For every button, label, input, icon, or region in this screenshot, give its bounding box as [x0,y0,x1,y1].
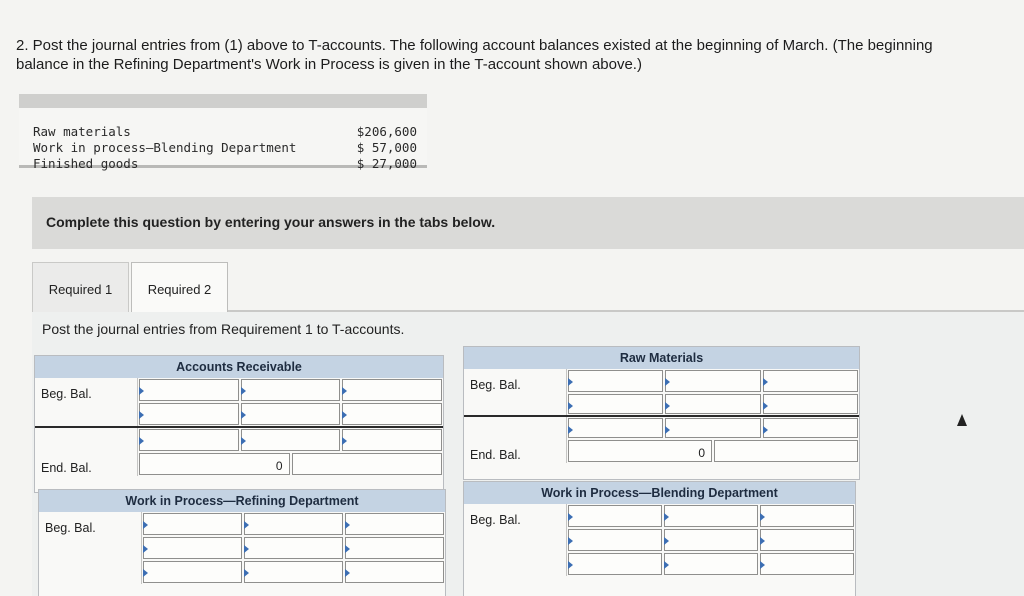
taccount-row [464,393,859,415]
taccount-row [464,552,855,576]
credit-input[interactable] [760,553,854,575]
debit-input[interactable] [568,529,662,551]
balance-row-wip-blending [33,140,417,156]
beg-bal-label: Beg. Bal. [464,504,567,528]
beginning-balances-table [19,94,427,171]
debit-amount-input[interactable] [664,505,758,527]
end-balance-value: 0 [698,446,705,460]
balance-amount: $ 27,000 [356,156,417,171]
credit-input[interactable] [342,429,442,451]
taccount-title: Accounts Receivable [35,356,443,378]
taccount-title: Work in Process—Blending Department [464,482,855,504]
row-label [39,560,142,584]
credit-input[interactable] [760,505,854,527]
row-label [464,417,567,439]
balance-amount: $206,600 [356,124,417,139]
tab-required-2[interactable]: Required 2 [131,262,228,312]
credit-input[interactable] [345,561,444,583]
mouse-cursor-icon [957,414,967,426]
debit-amount-input[interactable] [244,513,343,535]
taccount-row [464,504,855,528]
taccount-row [464,369,859,393]
taccount-wip-refining [38,489,446,596]
debit-input[interactable] [568,370,663,392]
beg-bal-label: Beg. Bal. [464,369,567,393]
balance-name: Work in process–Blending Department [33,140,297,155]
beg-bal-label: Beg. Bal. [39,512,142,536]
taccount-wip-blending [463,481,856,596]
debit-input[interactable] [568,553,662,575]
end-balance-credit [292,453,443,475]
row-label [35,428,138,452]
taccount-accounts-receivable [34,355,444,493]
taccount-row [35,402,443,426]
instructions-banner [32,197,1024,249]
taccount-title: Raw Materials [464,347,859,369]
credit-input[interactable] [760,529,854,551]
debit-amount-input[interactable] [241,403,341,425]
debit-amount-input[interactable] [665,394,760,414]
debit-input[interactable] [568,505,662,527]
row-label [464,528,567,552]
credit-input[interactable] [342,379,442,401]
credit-input[interactable] [345,537,444,559]
debit-input[interactable] [139,429,239,451]
debit-amount-input[interactable] [664,553,758,575]
debit-amount-input[interactable] [665,418,760,438]
credit-input[interactable] [342,403,442,425]
credit-input[interactable] [763,370,858,392]
taccount-end-row [35,452,443,476]
row-label [464,393,567,415]
debit-input[interactable] [139,379,239,401]
debit-input[interactable] [568,418,663,438]
debit-amount-input[interactable] [241,429,341,451]
debit-input[interactable] [143,513,242,535]
taccount-end-row [464,439,859,463]
debit-amount-input[interactable] [664,529,758,551]
balance-name: Finished goods [33,156,139,171]
taccount-row [39,536,445,560]
taccount-row [35,378,443,402]
credit-input[interactable] [763,394,858,414]
row-label [35,402,138,426]
taccount-row [39,512,445,536]
row-label [39,536,142,560]
taccount-row [35,428,443,452]
beg-bal-label: Beg. Bal. [35,378,138,402]
banner-text: Complete this question by entering your answers in the tabs below. [46,214,496,230]
requirement-tabs [32,262,1024,312]
end-balance-credit [714,440,858,462]
debit-amount-input[interactable] [244,561,343,583]
taccount-row [39,560,445,584]
debit-input[interactable] [139,403,239,425]
end-bal-label: End. Bal. [35,452,138,476]
row-label [464,552,567,576]
debit-input[interactable] [568,394,663,414]
tab-instruction: Post the journal entries from Requirement 1 to T-accounts. [42,321,405,337]
debit-amount-input[interactable] [665,370,760,392]
taccount-raw-materials [463,346,860,480]
taccount-title: Work in Process—Refining Department [39,490,445,512]
balance-row-raw-materials [33,124,417,140]
taccount-row [464,417,859,439]
end-balance-value: 0 [275,459,283,473]
tab-required-1[interactable]: Required 1 [32,262,129,312]
balance-name: Raw materials [33,124,131,139]
debit-amount-input[interactable] [244,537,343,559]
debit-amount-input[interactable] [241,379,341,401]
balance-amount: $ 57,000 [356,140,417,155]
credit-input[interactable] [345,513,444,535]
debit-input[interactable] [143,537,242,559]
question-text: 2. Post the journal entries from (1) above to T-accounts. The following account balances existed at the beginning of March. (The beginning balance in the Refining Department's Work in Process is given in the T-account shown above.) [16,37,933,73]
balance-row-finished-goods [33,156,417,172]
end-bal-label: End. Bal. [464,439,567,463]
taccount-row [464,528,855,552]
credit-input[interactable] [763,418,858,438]
debit-input[interactable] [143,561,242,583]
end-balance-debit [139,453,290,475]
end-balance-debit [568,440,712,462]
